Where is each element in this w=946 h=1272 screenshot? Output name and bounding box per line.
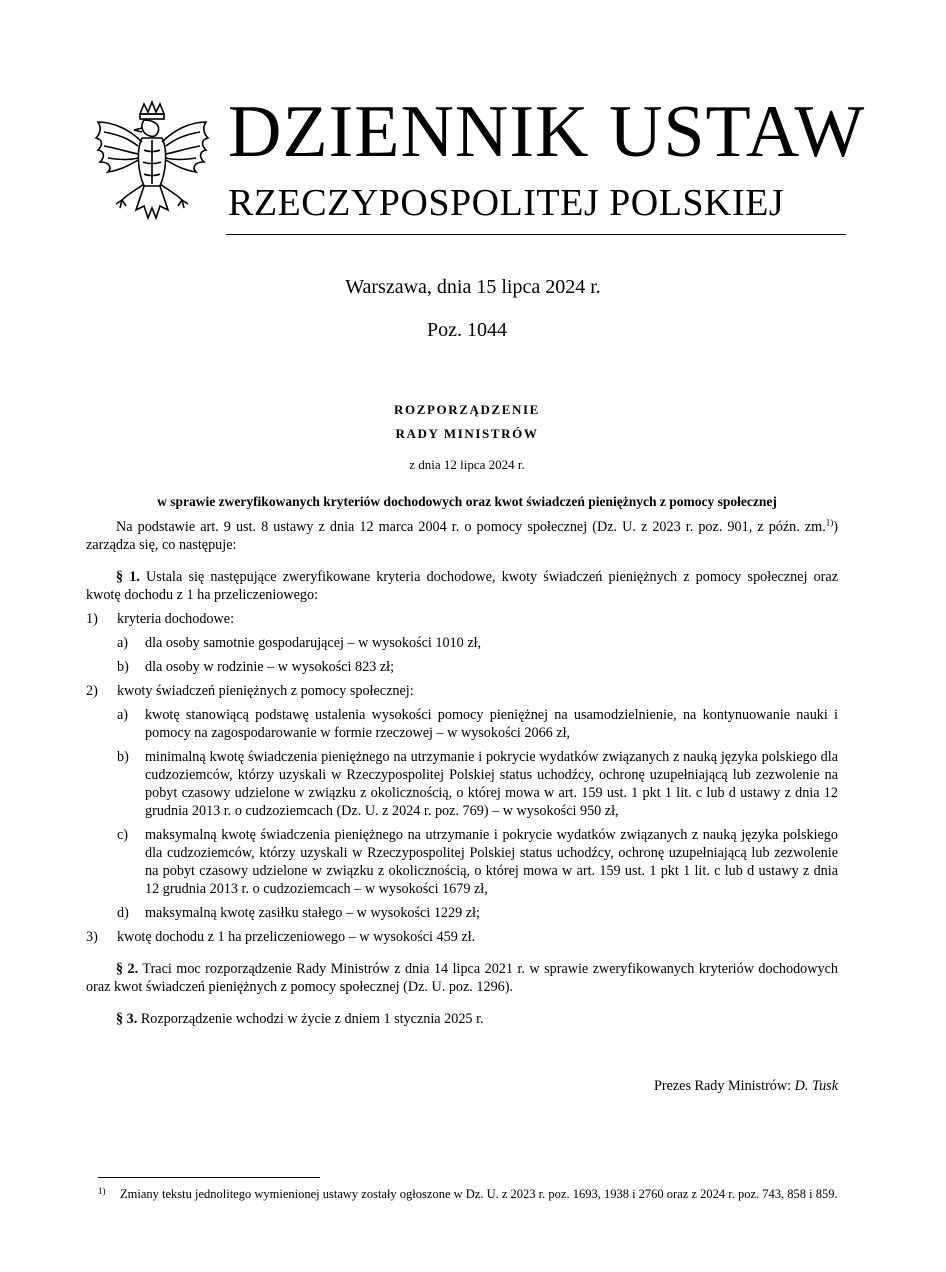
- sub-list-item-text: kwotę stanowiącą podstawę ustalenia wysokości pomocy pieniężnej na usamodzielnienie, na kontynuowanie nauki i pomocy na zagospodarowanie w formie rzeczowej – w wysokości 2066 zł,: [145, 707, 838, 741]
- sub-list-item-text: dla osoby w rodzinie – w wysokości 823 zł;: [145, 659, 395, 675]
- signature-role: Prezes Rady Ministrów:: [653, 1078, 795, 1094]
- sub-list-item-text: maksymalną kwotę zasiłku stałego – w wysokości 1229 zł;: [145, 905, 480, 921]
- act-subject: w sprawie zweryfikowanych kryteriów dochodowych oraz kwot świadczeń pieniężnych z pomocy społecznej: [157, 494, 777, 509]
- sub-list-item-letter: d): [117, 905, 129, 921]
- preamble-text: Na podstawie art. 9 ust. 8 ustawy z dnia 12 marca 2004 r. o pomocy społecznej (Dz. U. z 2023 r. poz. 901, z późn. zm.: [116, 519, 826, 535]
- masthead-divider: [226, 234, 846, 235]
- journal-subtitle: RZECZYPOSPOLITEJ POLSKIEJ: [228, 182, 785, 224]
- document-body: [86, 518, 838, 1028]
- list-item-number: 3): [86, 929, 98, 945]
- paragraph-2: [86, 960, 838, 996]
- preamble-close: ): [833, 519, 838, 535]
- list-item: [86, 928, 838, 946]
- footnote-divider: [98, 1177, 320, 1178]
- sub-list-item: [86, 904, 838, 922]
- signature-name: D. Tusk: [794, 1078, 838, 1094]
- list-item-text: kwoty świadczeń pieniężnych z pomocy społecznej:: [117, 683, 414, 699]
- paragraph-1-text: Ustala się następujące zweryfikowane kryteria dochodowe, kwoty świadczeń pieniężnych z pomocy społecznej oraz kwotę dochodu z 1 ha przeliczeniowego:: [86, 569, 838, 603]
- paragraph-2-label: § 2.: [116, 961, 139, 977]
- act-issuer: RADY MINISTRÓW: [395, 426, 539, 441]
- list-item: [86, 610, 838, 628]
- sub-list-item: [86, 826, 838, 898]
- list-item: [86, 682, 838, 700]
- sub-list-item-letter: a): [117, 707, 129, 723]
- paragraph-2-text: Traci moc rozporządzenie Rady Ministrów z dnia 14 lipca 2021 r. w sprawie zweryfikowanych kryteriów dochodowych oraz kwot świadczeń pieniężnych z pomocy społecznej (Dz. U. poz. 1296).: [86, 961, 838, 995]
- sub-list-item: [86, 658, 838, 676]
- sub-list-item: [86, 706, 838, 742]
- paragraph-3-text: Rozporządzenie wchodzi w życie z dniem 1 stycznia 2025 r.: [137, 1011, 484, 1027]
- paragraph-1-label: § 1.: [116, 569, 140, 585]
- paragraph-3: [86, 1010, 838, 1028]
- sub-list-item-letter: b): [117, 749, 129, 765]
- preamble-text-2: zarządza się, co następuje:: [86, 537, 237, 553]
- footnote-text: Zmiany tekstu jednolitego wymienionej ustawy zostały ogłoszone w Dz. U. z 2023 r. poz. 1693, 1938 i 2760 oraz z 2024 r. poz. 743, 858 i 859.: [120, 1187, 838, 1201]
- preamble: [86, 518, 838, 554]
- paragraph-3-label: § 3.: [116, 1011, 138, 1027]
- sub-list-item: [86, 634, 838, 652]
- sub-list-item-letter: c): [117, 827, 129, 843]
- list-item-text: kwotę dochodu z 1 ha przeliczeniowego – w wysokości 459 zł.: [117, 929, 476, 945]
- footnote-mark: 1): [98, 1186, 106, 1196]
- issue-date: Warszawa, dnia 15 lipca 2024 r.: [345, 276, 601, 298]
- issue-position: Poz. 1044: [427, 319, 507, 341]
- list-item-number: 2): [86, 683, 98, 699]
- sub-list-item-letter: a): [117, 635, 129, 651]
- sub-list-item-text: minimalną kwotę świadczenia pieniężnego na utrzymanie i pokrycie wydatków związanych z nauką języka polskiego dla cudzoziemców, którzy uzyskali w Rzeczypospolitej Polskiej status uchodźcy, ochronę uzupełniającą lub zezwolenie na pobyt czasowy udzielone w związku z okolicznością, o której mowa w art. 159 ust. 1 pkt 1 lit. c lub d ustawy z dnia 12 grudnia 2013 r. o cudzoziemcach (Dz. U. z 2024 r. poz. 769) – w wysokości 950 zł,: [145, 749, 838, 819]
- list-item-number: 1): [86, 611, 98, 627]
- sub-list-item-letter: b): [117, 659, 129, 675]
- list-item-text: kryteria dochodowe:: [117, 611, 235, 627]
- sub-list-item-text: maksymalną kwotę świadczenia pieniężnego na utrzymanie i pokrycie wydatków związanych z nauką języka polskiego dla cudzoziemców, którzy uzyskali w Rzeczypospolitej Polskiej status uchodźcy, ochronę uzupełniającą lub zezwolenie na pobyt czasowy udzielone w związku z okolicznością, o której mowa w art. 159 ust. 1 pkt 1 lit. c lub d ustawy z dnia 12 grudnia 2013 r. o cudzoziemcach – w wysokości 1679 zł,: [145, 827, 838, 897]
- footnote: [98, 1186, 854, 1203]
- polish-eagle-emblem-icon: [92, 100, 212, 235]
- signature-line: [654, 1078, 838, 1095]
- sub-list-item-text: dla osoby samotnie gospodarującej – w wysokości 1010 zł,: [145, 635, 482, 651]
- act-type: ROZPORZĄDZENIE: [394, 402, 540, 417]
- paragraph-1: [86, 568, 838, 604]
- journal-title: DZIENNIK USTAW: [228, 91, 866, 173]
- footnote-reference: 1): [825, 517, 834, 528]
- sub-list-item: [86, 748, 838, 820]
- act-date: z dnia 12 lipca 2024 r.: [409, 457, 525, 472]
